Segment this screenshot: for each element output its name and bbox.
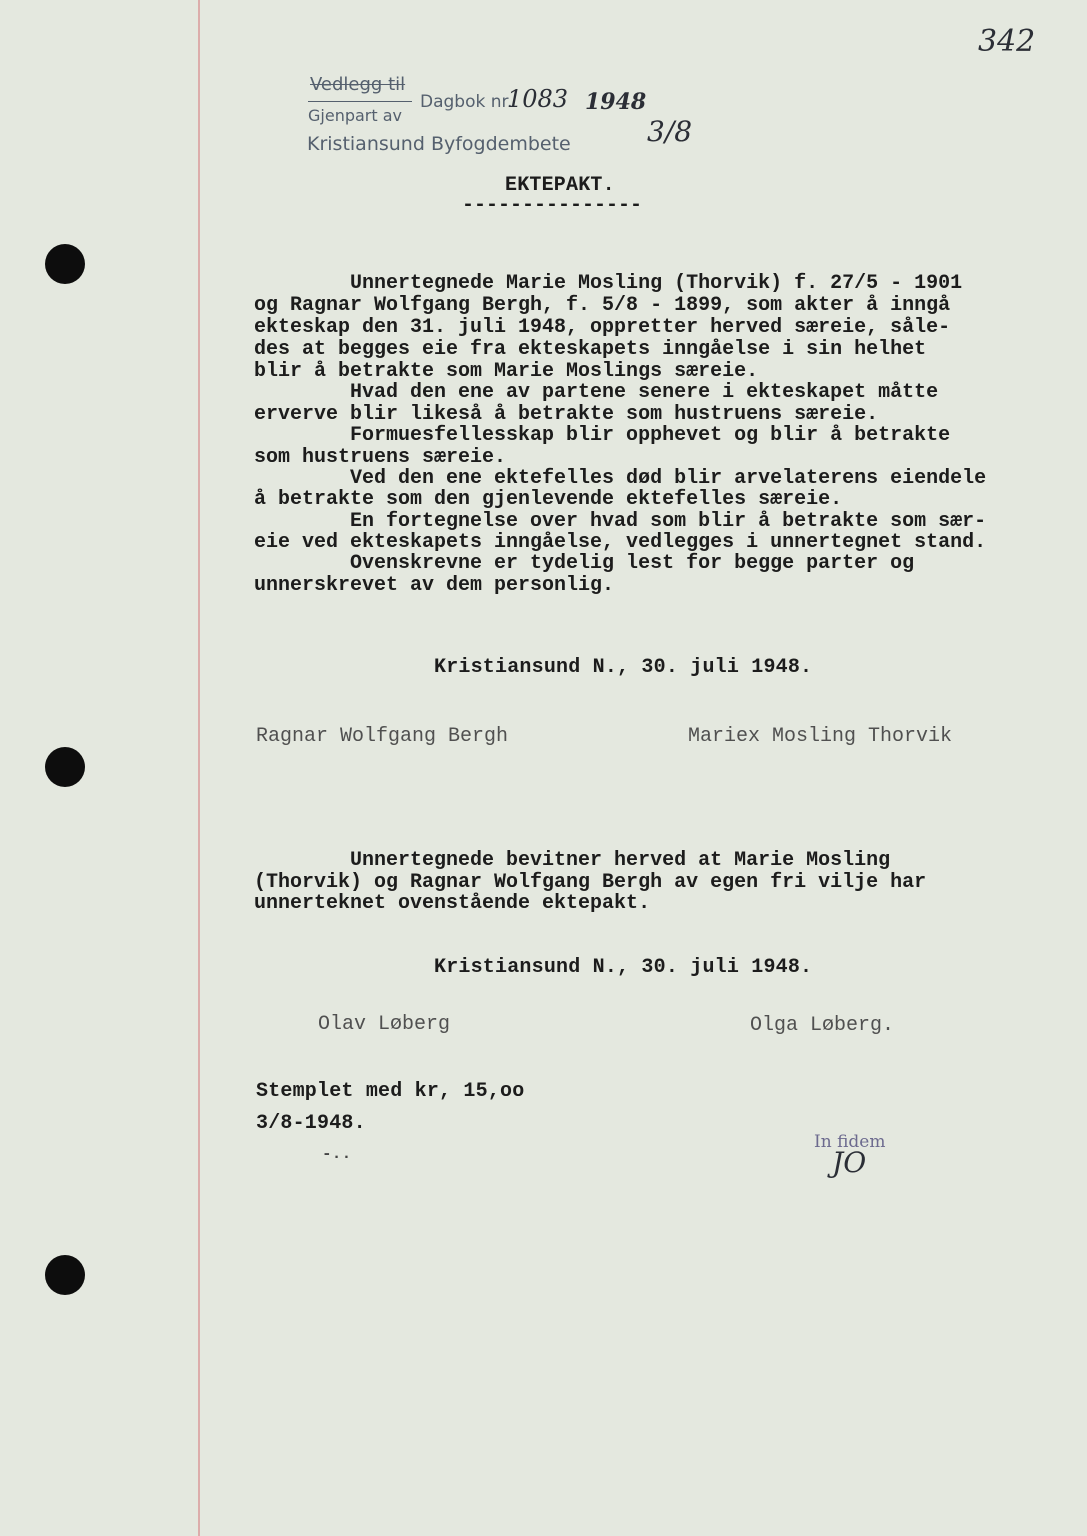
title-dashes: --------------- — [462, 194, 643, 217]
in-fidem-stamp: In fidem — [814, 1132, 886, 1152]
dash-mark: -.. — [322, 1145, 352, 1163]
body-line: Ovenskrevne er tydelig lest for begge parter og — [254, 552, 915, 575]
gjenpart-label: Gjenpart av — [308, 106, 402, 125]
body-line: Hvad den ene av partene senere i ekteskapet måtte — [254, 381, 939, 404]
dagbok-label: Dagbok nr. — [420, 92, 513, 112]
document-title: EKTEPAKT. — [505, 174, 615, 197]
stamp-date: 3/8-1948. — [256, 1112, 366, 1135]
body-line: Unnertegnede Marie Mosling (Thorvik) f. 27/5 - 1901 — [254, 272, 963, 295]
body-line: Ved den ene ektefelles død blir arvelaterens eiendele — [254, 467, 987, 490]
place-date: Kristiansund N., 30. juli 1948. — [434, 956, 813, 979]
punch-hole — [45, 1255, 85, 1295]
stamp-fee-note: Stemplet med kr, 15,oo — [256, 1080, 525, 1103]
witness-line: unnerteknet ovenstående ektepakt. — [254, 892, 651, 915]
dagbok-year: 1948 — [585, 89, 647, 115]
body-line: ekteskap den 31. juli 1948, oppretter herved særeie, såle- — [254, 316, 951, 339]
body-line: unnerskrevet av dem personlig. — [254, 574, 615, 597]
punch-hole — [45, 747, 85, 787]
witness-line: (Thorvik) og Ragnar Wolfgang Bergh av egen fri vilje har — [254, 871, 927, 894]
signature-bride: Mariex Mosling Thorvik — [688, 725, 953, 748]
vedlegg-label: Vedlegg til — [310, 74, 406, 95]
body-line: blir å betrakte som Marie Moslings særeie. — [254, 360, 759, 383]
signature-groom: Ragnar Wolfgang Bergh — [256, 725, 509, 748]
body-line: des at begges eie fra ekteskapets inngåelse i sin helhet — [254, 338, 927, 361]
office-name: Kristiansund Byfogdembete — [307, 133, 571, 155]
margin-line — [198, 0, 200, 1536]
body-line: eie ved ekteskapets inngåelse, vedlegges i unnertegnet stand. — [254, 531, 987, 554]
signature-witness-2: Olga Løberg. — [750, 1014, 895, 1037]
signature-witness-1: Olav Løberg — [318, 1013, 451, 1036]
body-line: å betrakte som den gjenlevende ektefelles særeie. — [254, 488, 843, 511]
page-number: 342 — [978, 24, 1036, 59]
body-line: erverve blir likeså å betrakte som hustruens særeie. — [254, 403, 879, 426]
body-line: som hustruens særeie. — [254, 446, 507, 469]
punch-hole — [45, 244, 85, 284]
body-line: og Ragnar Wolfgang Bergh, f. 5/8 - 1899, som akter å inngå — [254, 294, 951, 317]
body-line: Formuesfellesskap blir opphevet og blir å betrakte — [254, 424, 951, 447]
witness-line: Unnertegnede bevitner herved at Marie Mosling — [254, 849, 891, 872]
handwritten-initials: JO — [832, 1146, 867, 1179]
place-date: Kristiansund N., 30. juli 1948. — [434, 656, 813, 679]
handwritten-date: 3/8 — [647, 115, 693, 148]
stamp-underline — [308, 101, 412, 102]
body-line: En fortegnelse over hvad som blir å betrakte som sær- — [254, 510, 987, 533]
dagbok-number: 1083 — [507, 85, 569, 113]
